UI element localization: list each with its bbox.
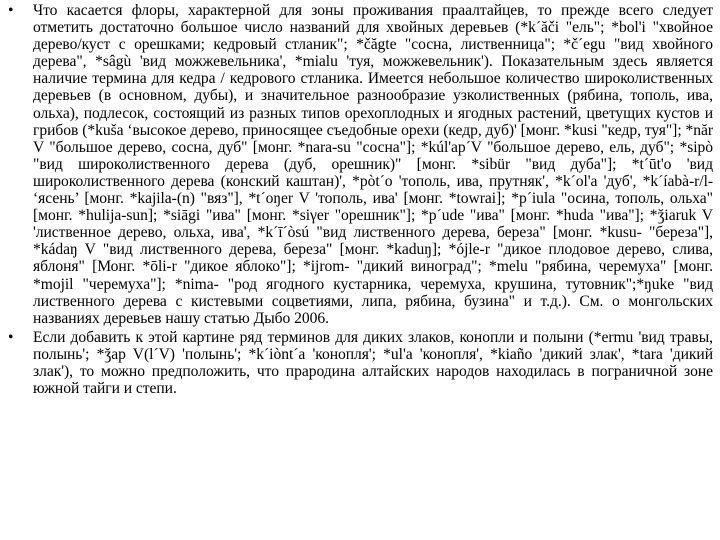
bullet-dot-icon: • [8,2,14,19]
bullet-text-homeland: Если добавить к этой картине ряд терминов для диких злаков, конопли и полыни (*ermu 'вид травы, полынь'; *ǯap V(l´V) 'полынь'; *k´iònt´a 'конопля'; *ul'a 'конопля', *kiaño 'дикий злак', *tara 'дикий злак'), то можно предположить, что прародина алтайских народов находилась в пограничной зоне южной тайги и степи. [33,328,713,398]
bullet-list [8,2,713,397]
bullet-dot-icon: • [8,328,14,346]
bullet-item-flora [8,2,713,327]
bullet-item-homeland [8,329,713,397]
bullet-text-flora: Что касается флоры, характерной для зоны проживания праалтайцев, то прежде всего следует отметить достаточно большое число названий для хвойных деревьев (*k´ăči "ель"; *bol'i "хвойное дерево/куст с орешками; кедровый стланик"; *čăgte "сосна, лиственница"; *č´egu "вид хвойного дерева", *sâgù 'вид можжевельника', *mialu 'туя, можжевельник'). Показательным здесь является наличие термина для кедра / кедрового стланика. Имеется небольшое количество широколиственных деревьев (в основном, дубы), и значительное разнообразие узколиственных (рябина, тополь, ива, ольха), подлесок, состоящий из разных типов орехоплодных и ягодных растений, цветущих кустов и грибов (*kuša ‘высокое дерево, приносящее съедобные орехи (кедр, дуб)' [монг. *kusi "кедр, туя"]; *năr V "большое дерево, сосна, дуб" [монг. *nara-su "сосна"]; *kúl'ap´V "большое дерево, ель, дуб"; *sipò "вид широколиственного дерева (дуб, орешник)" [монг. *sibür "вид дуба"]; *t´ūt'o 'вид широколиственного дерева (конский каштан)', *pòt´o 'тополь, ива, прутняк', *k´ol'a 'дуб', *k´íabà-r/l- ‘ясень’ [монг. *kajila-(n) "вяз"], *t´oŋer V 'тополь, ива' [монг. *towrai]; *p´iula "осина, тополь, ольха" [монг. *hulija-sun]; *siāgi "ива" [монг. *siγer "орешник"]; *p´ude "ива" [монг. *huda "ива"]; *ǯiaruk V 'лиственное дерево, ольха, ива', *k´ī´òsú "вид лиственного дерева, береза" [монг. *kusu- "береза"], *kádaŋ V "вид лиственного дерева, береза" [монг. *kaduŋ]; *ójle-r "дикое плодовое дерево, слива, яблоня" [Монг. *ōli-r "дикое яблоко"]; *ijrom- "дикий виноград"; *melu "рябина, черемуха" [монг. *mojil "черемуха"]; *nima- "род ягодного кустарника, черемуха, крушина, тутовник";*ŋuke "вид лиственного дерева с кистевыми соцветиями, липа, рябина, бузина" и т.д.). См. о монгольских названиях деревьев нашу статью Дыбо 2006. [33,2,713,327]
